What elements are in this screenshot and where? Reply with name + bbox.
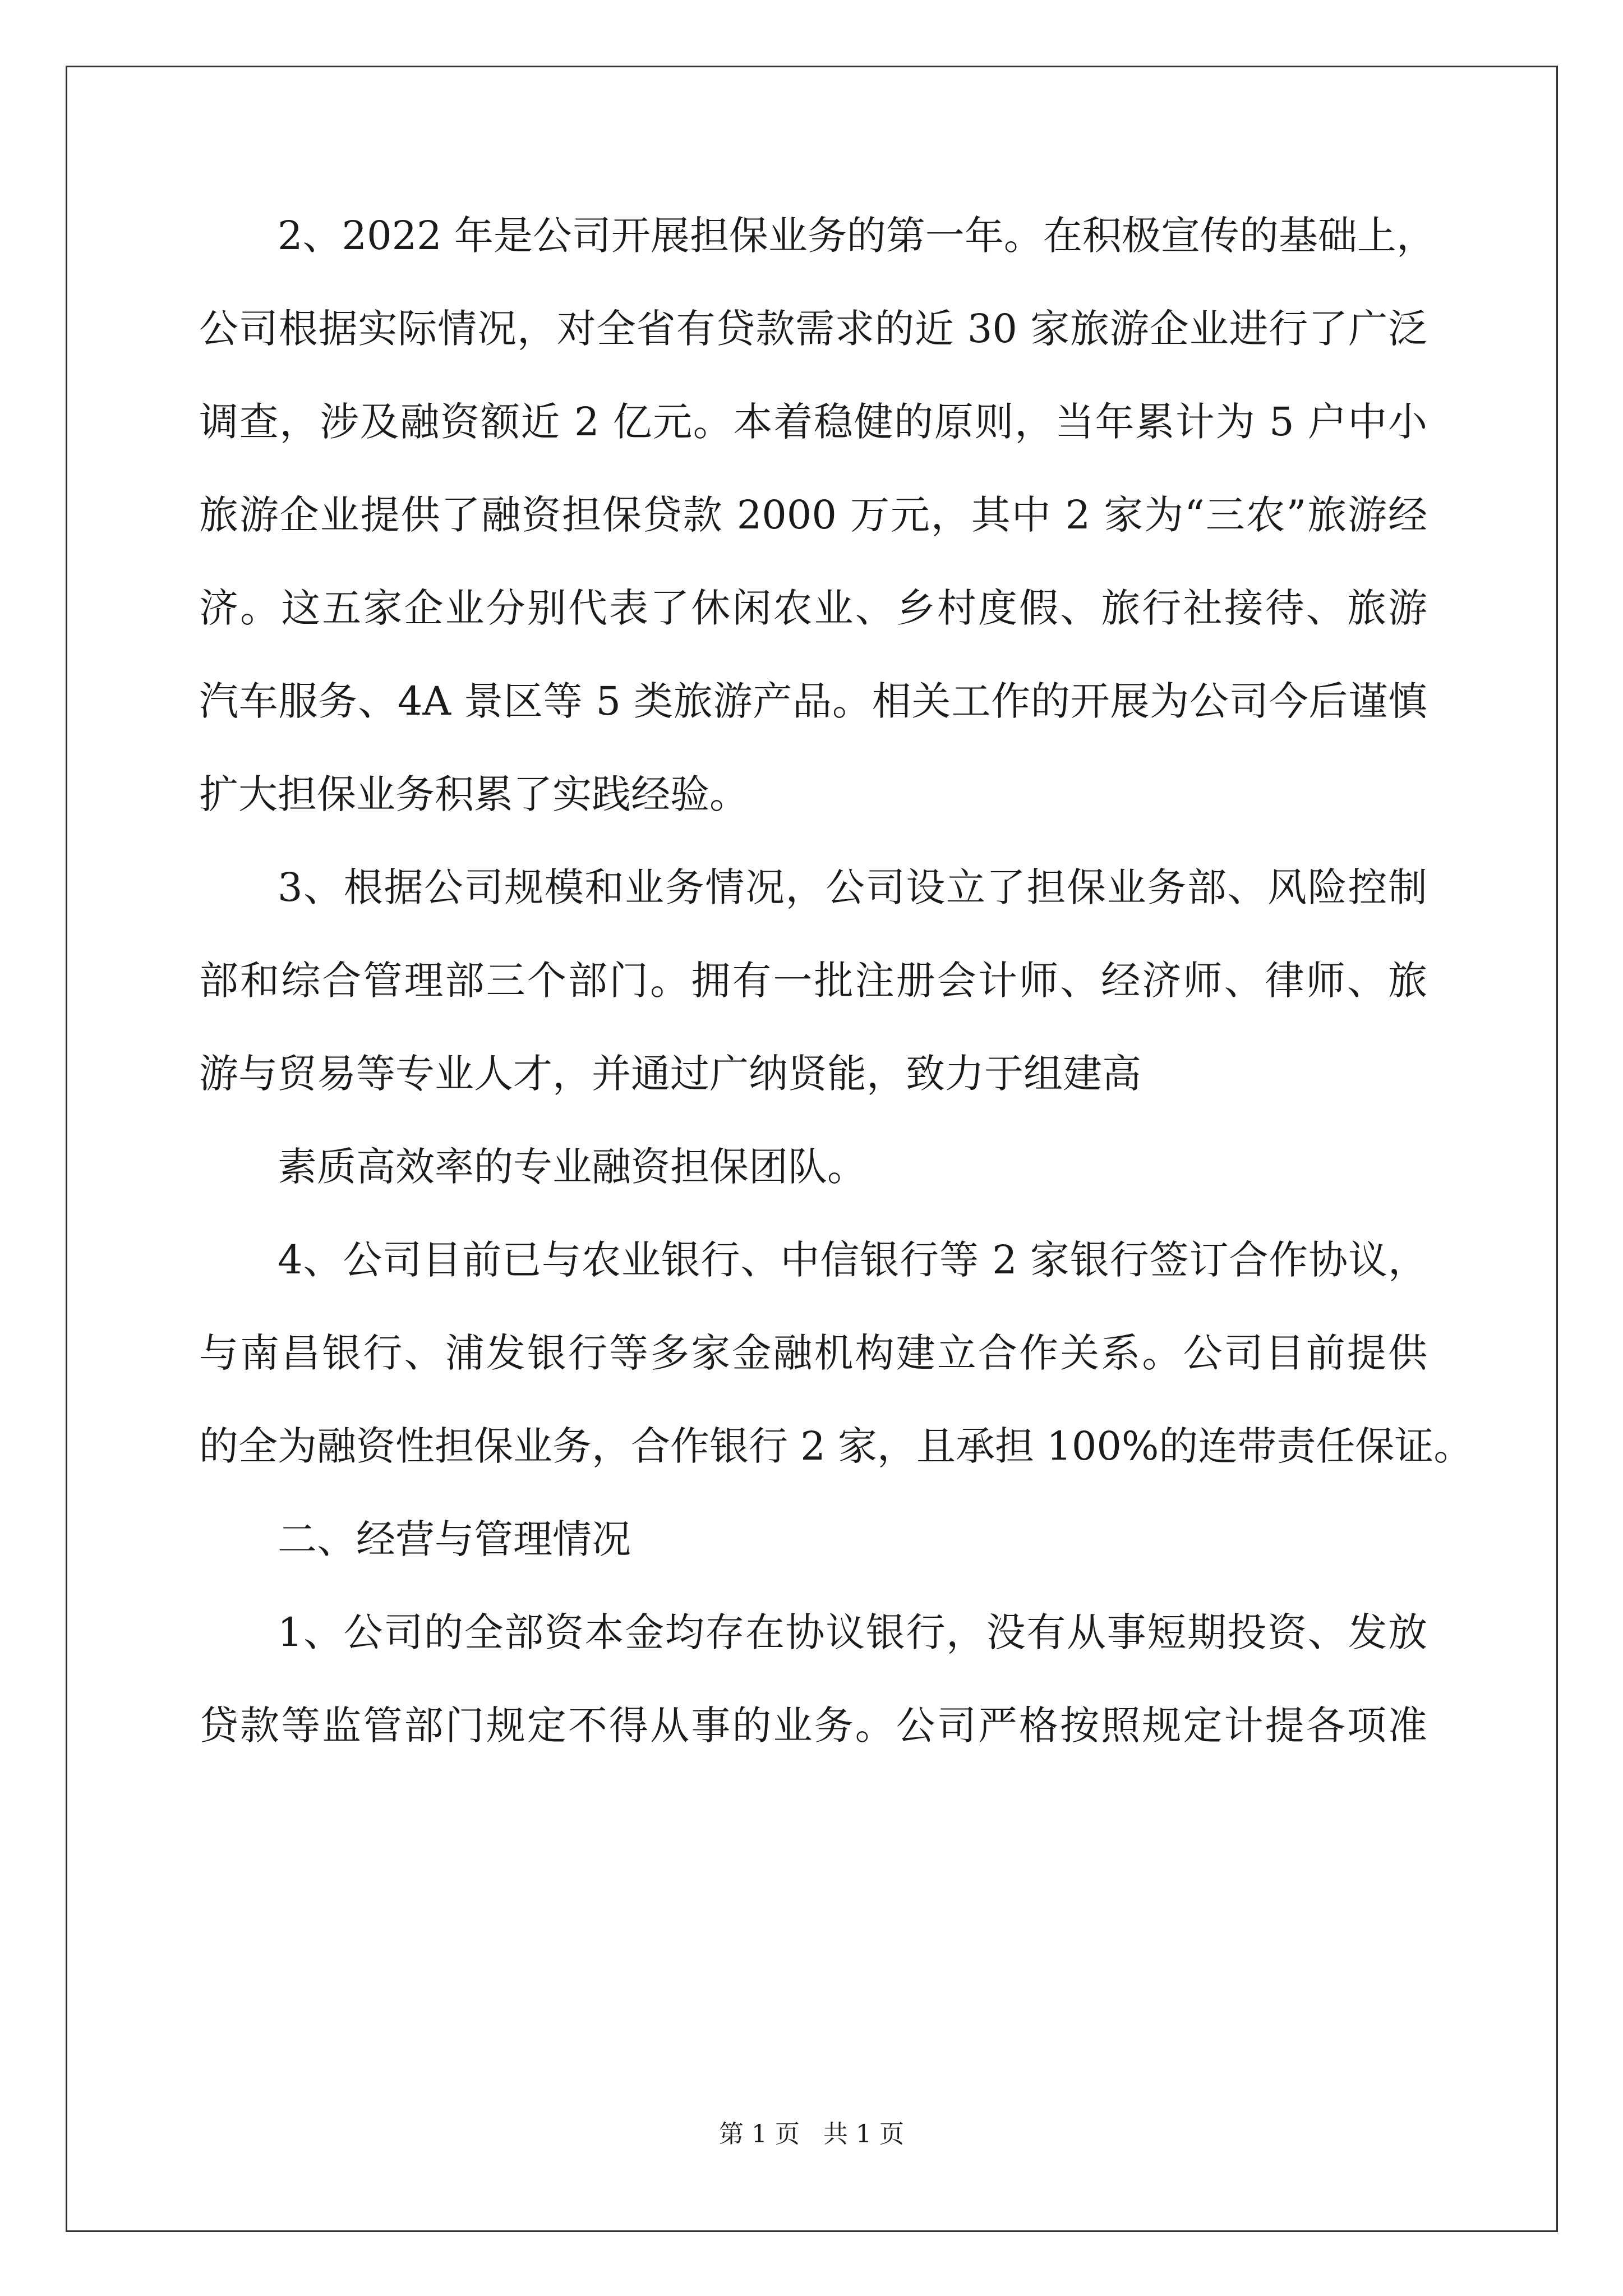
paragraph-line: 贷款等监管部门规定不得从事的业务。公司严格按照规定计提各项准: [199, 1703, 1427, 1749]
section-heading: 二、经营与管理情况: [278, 1516, 631, 1562]
paragraph-line: 公司根据实际情况，对全省有贷款需求的近 30 家旅游企业进行了广泛: [199, 306, 1427, 352]
paragraph-line: 济。这五家企业分别代表了休闲农业、乡村度假、旅行社接待、旅游: [199, 585, 1427, 631]
paragraph-line: 汽车服务、4A 景区等 5 类旅游产品。相关工作的开展为公司今后谨慎: [199, 678, 1427, 724]
paragraph-line: 扩大担保业务积累了实践经验。: [199, 771, 749, 817]
page-footer: 第 1 页 共 1 页: [719, 2120, 904, 2148]
paragraph-line: 2、2022 年是公司开展担保业务的第一年。在积极宣传的基础上，: [278, 213, 1436, 259]
paragraph-line: 素质高效率的专业融资担保团队。: [278, 1144, 866, 1190]
paragraph-line: 的全为融资性担保业务，合作银行 2 家，且承担 100%的连带责任保证。: [199, 1423, 1473, 1469]
paragraph-line: 调查，涉及融资额近 2 亿元。本着稳健的原则，当年累计为 5 户中小: [199, 399, 1427, 445]
paragraph-line: 部和综合管理部三个部门。拥有一批注册会计师、经济师、律师、旅: [199, 958, 1427, 1004]
paragraph-line: 1、公司的全部资本金均存在协议银行，没有从事短期投资、发放: [278, 1609, 1427, 1655]
paragraph-line: 3、根据公司规模和业务情况，公司设立了担保业务部、风险控制: [278, 864, 1427, 910]
paragraph-line: 与南昌银行、浦发银行等多家金融机构建立合作关系。公司目前提供: [199, 1330, 1427, 1376]
paragraph-line: 4、公司目前已与农业银行、中信银行等 2 家银行签订合作协议，: [278, 1237, 1427, 1283]
paragraph-line: 旅游企业提供了融资担保贷款 2000 万元，其中 2 家为“三农”旅游经: [199, 492, 1427, 538]
paragraph-line: 游与贸易等专业人才，并通过广纳贤能，致力于组建高: [199, 1051, 1141, 1097]
